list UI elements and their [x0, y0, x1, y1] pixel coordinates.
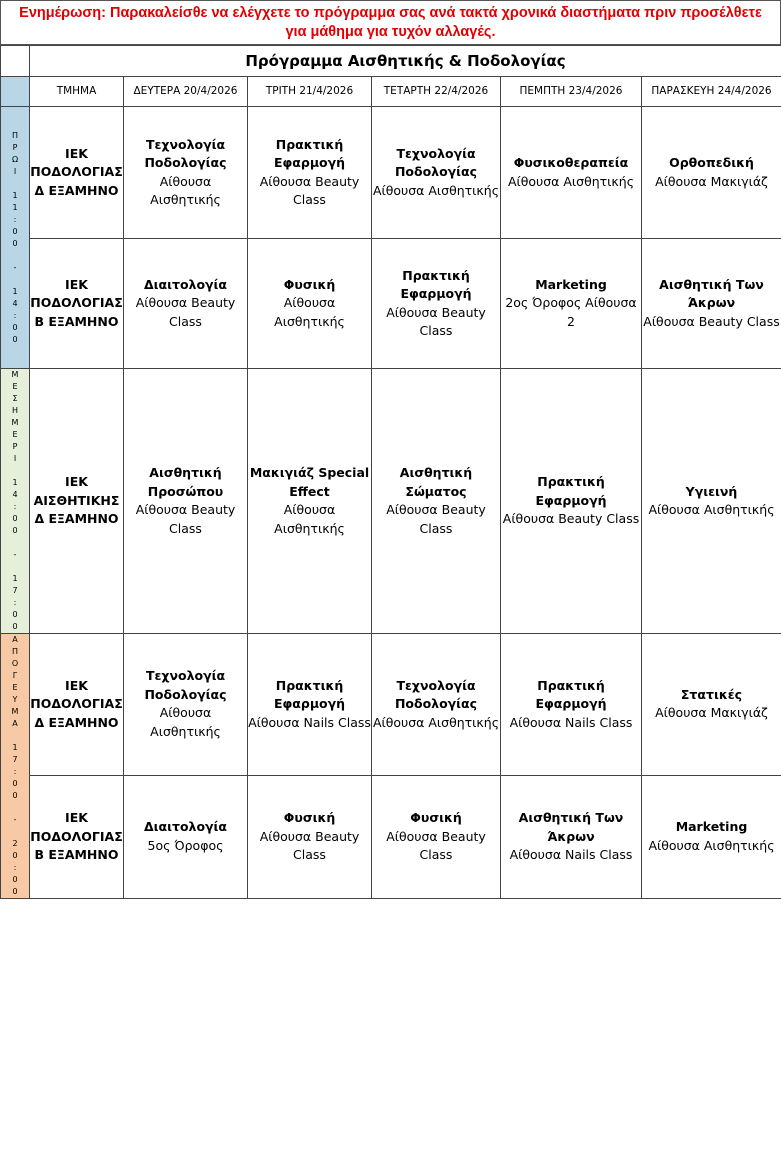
- table-row: [1, 369, 781, 634]
- period-evening: [1, 634, 30, 899]
- header-group: ΤΜΗΜΑ: [30, 77, 124, 107]
- corner-cell: [1, 46, 30, 77]
- lesson-cell: Στατικές Αίθουσα Μακιγιάζ: [642, 634, 781, 776]
- table-row: [1, 775, 781, 898]
- period-label: Μ Ε Σ Η Μ Ε Ρ Ι 1 4 : 0 0 - 1 7 : 0 0: [11, 370, 19, 631]
- lesson-cell: Marketing 2ος Όροφος Αίθουσα 2: [501, 239, 642, 369]
- lesson-cell: Αισθητική Των Άκρων Αίθουσα Beauty Class: [642, 239, 781, 369]
- group-cell: ΙΕΚ ΑΙΣΘΗΤΙΚΗΣ Δ ΕΞΑΜΗΝΟ: [30, 369, 124, 634]
- lesson-cell: Τεχνολογία Ποδολογίας Αίθουσα Αισθητικής: [124, 107, 248, 239]
- group-cell: ΙΕΚ ΠΟΔΟΛΟΓΙΑΣ Β ΕΞΑΜΗΝΟ: [30, 239, 124, 369]
- period-label: Α Π Ο Γ Ε Υ Μ Α 1 7 : 0 0 - 2 0 : 0 0: [11, 635, 19, 896]
- period-morning: [1, 107, 30, 369]
- lesson-cell: Διαιτολογία 5ος Όροφος: [124, 775, 248, 898]
- schedule-title: Πρόγραμμα Αισθητικής & Ποδολογίας: [30, 46, 781, 77]
- group-cell: ΙΕΚ ΠΟΔΟΛΟΓΙΑΣ Δ ΕΞΑΜΗΝΟ: [30, 107, 124, 239]
- table-row: [1, 239, 781, 369]
- lesson-cell: Αισθητική Προσώπου Αίθουσα Beauty Class: [124, 369, 248, 634]
- lesson-cell: Μακιγιάζ Special Effect Αίθουσα Αισθητικής: [248, 369, 372, 634]
- header-thursday: ΠΕΜΠΤΗ 23/4/2026: [501, 77, 642, 107]
- period-midday: [1, 369, 30, 634]
- lesson-cell: Διαιτολογία Αίθουσα Beauty Class: [124, 239, 248, 369]
- lesson-cell: Φυσική Αίθουσα Αισθητικής: [248, 239, 372, 369]
- lesson-cell: Φυσική Αίθουσα Beauty Class: [372, 775, 501, 898]
- header-row: [1, 77, 781, 107]
- update-notice: [0, 0, 781, 45]
- lesson-cell: Τεχνολογία Ποδολογίας Αίθουσα Αισθητικής: [372, 107, 501, 239]
- header-monday: ΔΕΥΤΕΡΑ 20/4/2026: [124, 77, 248, 107]
- lesson-cell: Marketing Αίθουσα Αισθητικής: [642, 775, 781, 898]
- header-period-corner: [1, 77, 30, 107]
- lesson-cell: Ορθοπεδική Αίθουσα Μακιγιάζ: [642, 107, 781, 239]
- table-row: [1, 634, 781, 776]
- notice-line-1: Ενημέρωση: Παρακαλείσθε να ελέγχετε το πρόγραμμα σας ανά τακτά χρονικά διαστήματα πριν προσέλθετε: [19, 5, 762, 21]
- lesson-cell: Φυσική Αίθουσα Beauty Class: [248, 775, 372, 898]
- schedule-table: [0, 45, 781, 899]
- lesson-cell: Αισθητική Των Άκρων Αίθουσα Nails Class: [501, 775, 642, 898]
- lesson-cell: Υγιεινή Αίθουσα Αισθητικής: [642, 369, 781, 634]
- lesson-cell: Φυσικοθεραπεία Αίθουσα Αισθητικής: [501, 107, 642, 239]
- group-cell: ΙΕΚ ΠΟΔΟΛΟΓΙΑΣ Δ ΕΞΑΜΗΝΟ: [30, 634, 124, 776]
- group-cell: ΙΕΚ ΠΟΔΟΛΟΓΙΑΣ Β ΕΞΑΜΗΝΟ: [30, 775, 124, 898]
- header-friday: ΠΑΡΑΣΚΕΥΗ 24/4/2026: [642, 77, 781, 107]
- lesson-cell: Αισθητική Σώματος Αίθουσα Beauty Class: [372, 369, 501, 634]
- header-tuesday: ΤΡΙΤΗ 21/4/2026: [248, 77, 372, 107]
- lesson-cell: Πρακτική Εφαρμογή Αίθουσα Nails Class: [248, 634, 372, 776]
- lesson-cell: Πρακτική Εφαρμογή Αίθουσα Beauty Class: [372, 239, 501, 369]
- notice-line-2: για μάθημα για τυχόν αλλαγές.: [285, 24, 496, 40]
- lesson-cell: Πρακτική Εφαρμογή Αίθουσα Beauty Class: [501, 369, 642, 634]
- table-row: [1, 107, 781, 239]
- lesson-cell: Τεχνολογία Ποδολογίας Αίθουσα Αισθητικής: [124, 634, 248, 776]
- period-label: Π Ρ Ω Ι 1 1 : 0 0 - 1 4 : 0 0: [11, 130, 19, 344]
- lesson-cell: Πρακτική Εφαρμογή Αίθουσα Nails Class: [501, 634, 642, 776]
- header-wednesday: ΤΕΤΑΡΤΗ 22/4/2026: [372, 77, 501, 107]
- lesson-cell: Πρακτική Εφαρμογή Αίθουσα Beauty Class: [248, 107, 372, 239]
- lesson-cell: Τεχνολογία Ποδολογίας Αίθουσα Αισθητικής: [372, 634, 501, 776]
